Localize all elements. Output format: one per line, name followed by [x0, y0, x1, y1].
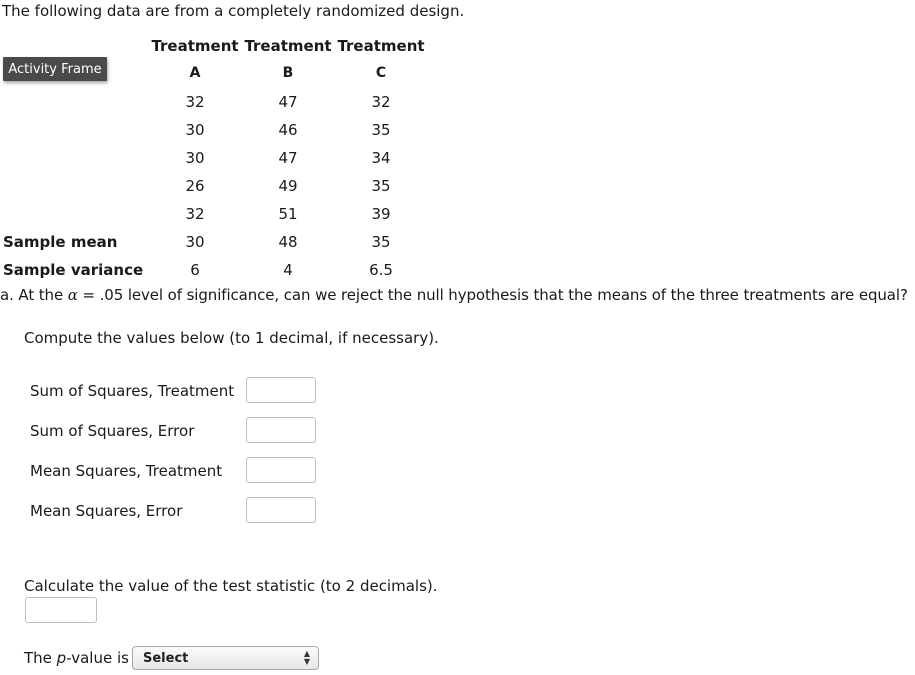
header-sub-a: A	[189, 65, 201, 81]
question-a-suffix: = .05 level of significance, can we reject the null hypothesis that the means of the three treatments are equal?	[77, 286, 908, 304]
intro-text: The following data are from a completely randomized design.	[2, 2, 465, 20]
updown-arrows-icon: ▲ ▼	[303, 649, 310, 666]
ms-treatment-label: Mean Squares, Treatment	[30, 462, 223, 480]
pvalue-prefix: The	[24, 649, 57, 667]
sample-variance-b: 4	[283, 261, 293, 279]
table-cell: 30	[185, 149, 205, 167]
activity-frame-label: Activity Frame	[8, 61, 102, 77]
question-a-prefix: a. At the	[0, 286, 68, 304]
alpha-symbol: α	[67, 286, 78, 304]
table-cell: 47	[278, 93, 298, 111]
table-cell: 49	[278, 177, 298, 195]
ss-error-label: Sum of Squares, Error	[30, 422, 195, 440]
table-cell: 46	[278, 121, 298, 139]
compute-instruction: Compute the values below (to 1 decimal, if necessary).	[24, 329, 439, 347]
ms-error-label: Mean Squares, Error	[30, 502, 183, 520]
sample-mean-label: Sample mean	[3, 233, 118, 251]
table-cell: 47	[278, 149, 298, 167]
pvalue-suffix: -value is	[66, 649, 129, 667]
header-treatment-c: Treatment	[337, 37, 425, 55]
pvalue-select[interactable]	[132, 646, 319, 670]
sample-mean-c: 35	[371, 233, 391, 251]
table-cell: 35	[371, 121, 391, 139]
sample-mean-b: 48	[278, 233, 298, 251]
pvalue-select-value: Select	[143, 650, 189, 666]
table-cell: 35	[371, 177, 391, 195]
table-cell: 30	[185, 121, 205, 139]
table-cell: 32	[185, 205, 205, 223]
ms-error-input[interactable]	[246, 497, 316, 523]
header-treatment-b: Treatment	[244, 37, 332, 55]
table-cell: 32	[371, 93, 391, 111]
table-cell: 39	[371, 205, 391, 223]
table-cell: 51	[278, 205, 298, 223]
header-sub-c: C	[375, 65, 387, 81]
sample-variance-c: 6.5	[369, 261, 393, 279]
sample-variance-label: Sample variance	[3, 261, 144, 279]
test-statistic-instruction: Calculate the value of the test statistic (to 2 decimals).	[24, 577, 438, 595]
question-a	[0, 286, 908, 304]
sample-variance-a: 6	[190, 261, 200, 279]
ms-treatment-input[interactable]	[246, 457, 316, 483]
ss-treatment-label: Sum of Squares, Treatment	[30, 382, 235, 400]
header-treatment-a: Treatment	[151, 37, 239, 55]
pvalue-p: p	[56, 649, 67, 667]
header-sub-b: B	[282, 65, 294, 81]
table-cell: 34	[371, 149, 391, 167]
ss-treatment-input[interactable]	[246, 377, 316, 403]
table-cell: 32	[185, 93, 205, 111]
activity-frame-button[interactable]	[3, 57, 107, 81]
test-statistic-input[interactable]	[25, 597, 97, 623]
table-cell: 26	[185, 177, 205, 195]
ss-error-input[interactable]	[246, 417, 316, 443]
pvalue-label	[24, 649, 129, 667]
sample-mean-a: 30	[185, 233, 205, 251]
